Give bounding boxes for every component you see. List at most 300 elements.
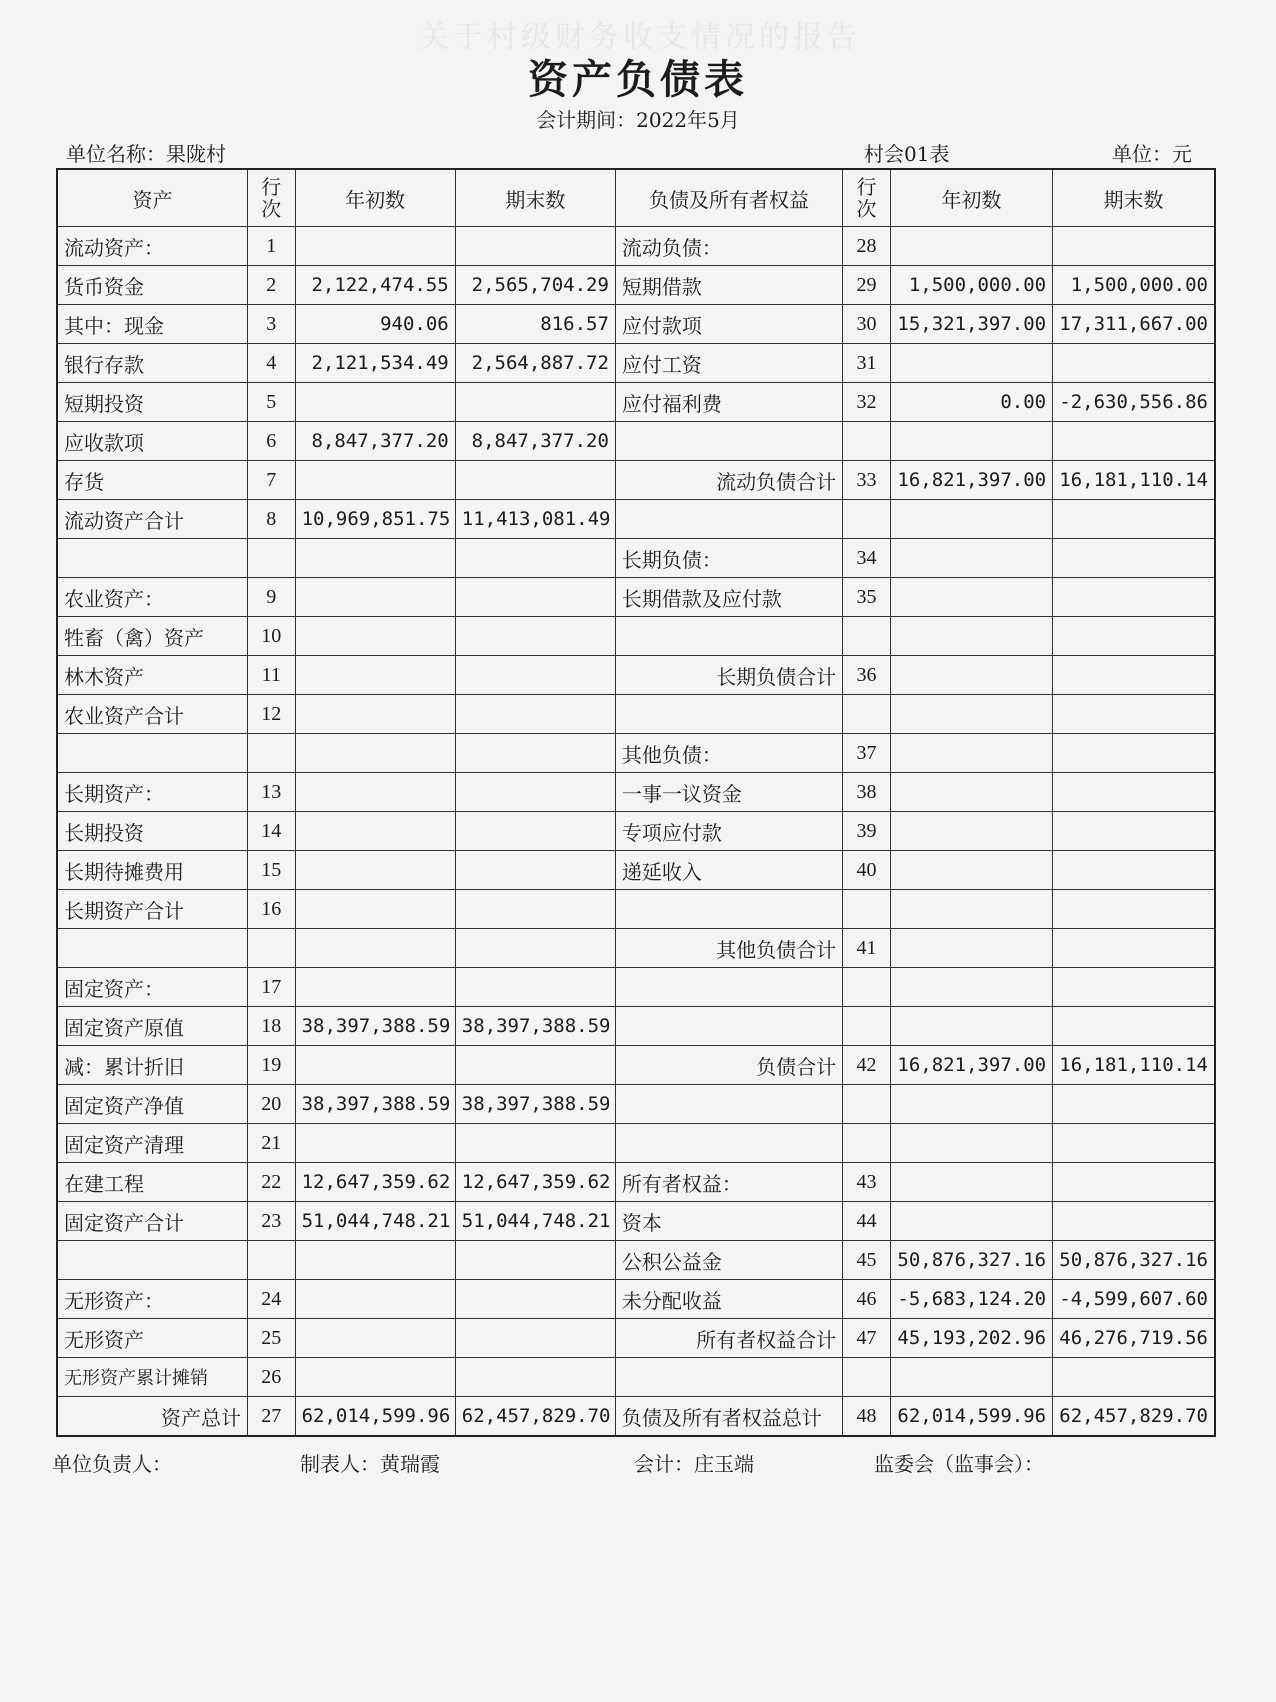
asset-begin	[295, 851, 455, 890]
liability-begin	[890, 422, 1052, 461]
asset-end	[455, 929, 615, 968]
liability-end	[1053, 656, 1215, 695]
asset-label: 其中：现金	[57, 305, 247, 344]
liability-end	[1053, 1007, 1215, 1046]
footer-preparer: 制表人：黄瑞霞	[300, 1452, 440, 1476]
asset-line-no: 10	[247, 617, 295, 656]
asset-label: 减：累计折旧	[57, 1046, 247, 1085]
liability-label	[615, 890, 842, 929]
asset-line-no: 26	[247, 1358, 295, 1397]
asset-label	[57, 539, 247, 578]
liability-begin	[890, 1007, 1052, 1046]
table-row	[57, 734, 1215, 773]
liability-line-no	[843, 968, 891, 1007]
asset-end	[455, 227, 615, 266]
liability-label: 短期借款	[615, 266, 842, 305]
table-row	[57, 539, 1215, 578]
asset-line-no: 21	[247, 1124, 295, 1163]
asset-label: 无形资产：	[57, 1280, 247, 1319]
table-row	[57, 1202, 1215, 1241]
asset-label: 长期资产：	[57, 773, 247, 812]
asset-label: 农业资产合计	[57, 695, 247, 734]
liability-label	[615, 1007, 842, 1046]
liability-line-no: 34	[843, 539, 891, 578]
asset-begin: 12,647,359.62	[295, 1163, 455, 1202]
liability-line-no: 28	[843, 227, 891, 266]
asset-label: 林木资产	[57, 656, 247, 695]
asset-begin	[295, 1319, 455, 1358]
asset-label: 固定资产清理	[57, 1124, 247, 1163]
asset-line-no: 12	[247, 695, 295, 734]
liability-label: 应付工资	[615, 344, 842, 383]
liability-begin: 1,500,000.00	[890, 266, 1052, 305]
asset-end: 38,397,388.59	[455, 1007, 615, 1046]
table-row	[57, 695, 1215, 734]
liability-begin	[890, 812, 1052, 851]
asset-line-no: 17	[247, 968, 295, 1007]
asset-label: 无形资产	[57, 1319, 247, 1358]
liability-line-no: 30	[843, 305, 891, 344]
table-row	[57, 1319, 1215, 1358]
liability-line-no	[843, 1358, 891, 1397]
liability-line-no	[843, 1007, 891, 1046]
liability-label: 专项应付款	[615, 812, 842, 851]
asset-label: 存货	[57, 461, 247, 500]
asset-end	[455, 1241, 615, 1280]
liability-label	[615, 968, 842, 1007]
asset-begin	[295, 812, 455, 851]
asset-begin	[295, 539, 455, 578]
col-assets: 资产	[57, 169, 247, 227]
liability-begin: 45,193,202.96	[890, 1319, 1052, 1358]
liability-begin	[890, 344, 1052, 383]
asset-label: 长期待摊费用	[57, 851, 247, 890]
liability-end	[1053, 695, 1215, 734]
liability-line-no: 43	[843, 1163, 891, 1202]
table-row	[57, 1280, 1215, 1319]
footer-head: 单位负责人：	[52, 1452, 172, 1476]
liability-begin	[890, 617, 1052, 656]
liability-label	[615, 1358, 842, 1397]
liability-end: 46,276,719.56	[1053, 1319, 1215, 1358]
asset-line-no: 13	[247, 773, 295, 812]
liability-line-no: 33	[843, 461, 891, 500]
table-row	[57, 227, 1215, 266]
liability-begin	[890, 500, 1052, 539]
asset-end: 12,647,359.62	[455, 1163, 615, 1202]
liability-begin	[890, 968, 1052, 1007]
liability-line-no: 46	[843, 1280, 891, 1319]
asset-line-no: 27	[247, 1397, 295, 1437]
asset-label: 在建工程	[57, 1163, 247, 1202]
liability-line-no: 42	[843, 1046, 891, 1085]
table-row	[57, 305, 1215, 344]
liability-end	[1053, 968, 1215, 1007]
asset-line-no: 19	[247, 1046, 295, 1085]
asset-begin: 51,044,748.21	[295, 1202, 455, 1241]
liability-line-no: 35	[843, 578, 891, 617]
liability-line-no: 45	[843, 1241, 891, 1280]
asset-begin: 940.06	[295, 305, 455, 344]
liability-label: 递延收入	[615, 851, 842, 890]
asset-label: 银行存款	[57, 344, 247, 383]
asset-end	[455, 968, 615, 1007]
table-row	[57, 1046, 1215, 1085]
liability-begin	[890, 851, 1052, 890]
asset-end	[455, 656, 615, 695]
asset-line-no: 23	[247, 1202, 295, 1241]
table-row	[57, 1085, 1215, 1124]
liability-label: 长期负债：	[615, 539, 842, 578]
liability-line-no: 48	[843, 1397, 891, 1437]
asset-line-no: 11	[247, 656, 295, 695]
asset-line-no: 16	[247, 890, 295, 929]
asset-end	[455, 1046, 615, 1085]
liability-begin: 62,014,599.96	[890, 1397, 1052, 1437]
asset-begin	[295, 1124, 455, 1163]
asset-line-no: 5	[247, 383, 295, 422]
table-row	[57, 422, 1215, 461]
liability-begin	[890, 227, 1052, 266]
table-row	[57, 929, 1215, 968]
asset-end	[455, 383, 615, 422]
liability-end	[1053, 344, 1215, 383]
table-row	[57, 266, 1215, 305]
asset-begin	[295, 890, 455, 929]
liability-line-no: 31	[843, 344, 891, 383]
asset-begin	[295, 773, 455, 812]
asset-begin	[295, 1046, 455, 1085]
footer-supervisor: 监委会（监事会）：	[874, 1452, 1044, 1476]
asset-end: 11,413,081.49	[455, 500, 615, 539]
liability-begin	[890, 734, 1052, 773]
asset-end	[455, 1319, 615, 1358]
asset-line-no: 7	[247, 461, 295, 500]
liability-line-no	[843, 1124, 891, 1163]
asset-begin: 8,847,377.20	[295, 422, 455, 461]
asset-label: 长期投资	[57, 812, 247, 851]
asset-label: 牲畜（禽）资产	[57, 617, 247, 656]
asset-end	[455, 734, 615, 773]
asset-begin	[295, 617, 455, 656]
table-row	[57, 812, 1215, 851]
unit-name: 单位名称：果陇村	[66, 142, 226, 166]
asset-line-no: 8	[247, 500, 295, 539]
col-end: 期末数	[455, 169, 615, 227]
col-end-2: 期末数	[1053, 169, 1215, 227]
liability-begin: 16,821,397.00	[890, 1046, 1052, 1085]
liability-line-no: 32	[843, 383, 891, 422]
liability-line-no: 29	[843, 266, 891, 305]
table-body	[57, 227, 1215, 1437]
asset-line-no: 18	[247, 1007, 295, 1046]
liability-label	[615, 1124, 842, 1163]
col-line-no: 行 次	[247, 169, 295, 227]
footer-accountant: 会计：庄玉端	[634, 1452, 754, 1476]
asset-end	[455, 695, 615, 734]
liability-label: 所有者权益合计	[615, 1319, 842, 1358]
table-row	[57, 461, 1215, 500]
asset-end	[455, 617, 615, 656]
liability-end: 16,181,110.14	[1053, 1046, 1215, 1085]
table-row	[57, 1124, 1215, 1163]
col-begin-2: 年初数	[890, 169, 1052, 227]
liability-end	[1053, 812, 1215, 851]
liability-end	[1053, 1124, 1215, 1163]
asset-end: 51,044,748.21	[455, 1202, 615, 1241]
liability-begin	[890, 773, 1052, 812]
asset-line-no: 24	[247, 1280, 295, 1319]
asset-begin	[295, 1280, 455, 1319]
liability-label	[615, 422, 842, 461]
asset-begin	[295, 1358, 455, 1397]
table-header-row	[57, 169, 1215, 227]
asset-label: 固定资产净值	[57, 1085, 247, 1124]
table-row	[57, 1358, 1215, 1397]
liability-begin	[890, 656, 1052, 695]
asset-label: 固定资产合计	[57, 1202, 247, 1241]
liability-begin	[890, 929, 1052, 968]
col-liabilities: 负债及所有者权益	[615, 169, 842, 227]
asset-line-no: 15	[247, 851, 295, 890]
liability-label: 未分配收益	[615, 1280, 842, 1319]
liability-end	[1053, 1085, 1215, 1124]
liability-begin	[890, 578, 1052, 617]
liability-label: 负债合计	[615, 1046, 842, 1085]
asset-end	[455, 812, 615, 851]
liability-line-no	[843, 500, 891, 539]
balance-sheet-table	[56, 168, 1216, 1437]
asset-end: 8,847,377.20	[455, 422, 615, 461]
liability-end: 50,876,327.16	[1053, 1241, 1215, 1280]
asset-begin	[295, 695, 455, 734]
asset-label	[57, 929, 247, 968]
table-row	[57, 344, 1215, 383]
liability-label: 其他负债合计	[615, 929, 842, 968]
asset-line-no	[247, 1241, 295, 1280]
asset-begin: 38,397,388.59	[295, 1085, 455, 1124]
liability-label: 所有者权益：	[615, 1163, 842, 1202]
liability-label	[615, 500, 842, 539]
col-begin: 年初数	[295, 169, 455, 227]
asset-end: 2,564,887.72	[455, 344, 615, 383]
table-row	[57, 851, 1215, 890]
asset-begin	[295, 656, 455, 695]
liability-end: 17,311,667.00	[1053, 305, 1215, 344]
liability-end	[1053, 500, 1215, 539]
liability-begin	[890, 1202, 1052, 1241]
bleed-through-title: 关于村级财务收支情况的报告	[419, 20, 861, 55]
liability-begin	[890, 695, 1052, 734]
liability-line-no	[843, 695, 891, 734]
liability-line-no: 39	[843, 812, 891, 851]
liability-begin	[890, 1085, 1052, 1124]
liability-line-no: 36	[843, 656, 891, 695]
liability-label: 长期负债合计	[615, 656, 842, 695]
asset-label: 短期投资	[57, 383, 247, 422]
liability-line-no: 38	[843, 773, 891, 812]
accounting-period: 会计期间：2022年5月	[536, 108, 740, 132]
asset-line-no	[247, 929, 295, 968]
liability-line-no: 44	[843, 1202, 891, 1241]
liability-label: 其他负债：	[615, 734, 842, 773]
table-row	[57, 968, 1215, 1007]
asset-label: 流动资产合计	[57, 500, 247, 539]
asset-line-no: 3	[247, 305, 295, 344]
page-title: 资产负债表	[528, 56, 748, 103]
asset-begin: 2,122,474.55	[295, 266, 455, 305]
liability-label	[615, 617, 842, 656]
liability-end: 62,457,829.70	[1053, 1397, 1215, 1437]
liability-begin: 50,876,327.16	[890, 1241, 1052, 1280]
table-row	[57, 578, 1215, 617]
asset-label: 长期资产合计	[57, 890, 247, 929]
asset-end	[455, 1280, 615, 1319]
liability-end: -2,630,556.86	[1053, 383, 1215, 422]
asset-begin: 38,397,388.59	[295, 1007, 455, 1046]
asset-label: 无形资产累计摊销	[57, 1358, 247, 1397]
table-row	[57, 656, 1215, 695]
liability-label: 负债及所有者权益总计	[615, 1397, 842, 1437]
asset-line-no: 25	[247, 1319, 295, 1358]
asset-line-no: 6	[247, 422, 295, 461]
liability-label: 流动负债合计	[615, 461, 842, 500]
liability-label	[615, 1085, 842, 1124]
liability-end	[1053, 1202, 1215, 1241]
liability-end	[1053, 578, 1215, 617]
liability-begin: 0.00	[890, 383, 1052, 422]
asset-end	[455, 539, 615, 578]
liability-line-no: 40	[843, 851, 891, 890]
liability-label	[615, 695, 842, 734]
asset-end: 816.57	[455, 305, 615, 344]
liability-begin	[890, 539, 1052, 578]
asset-begin	[295, 1241, 455, 1280]
liability-end	[1053, 773, 1215, 812]
table-row	[57, 1397, 1215, 1437]
table-row	[57, 500, 1215, 539]
liability-end: -4,599,607.60	[1053, 1280, 1215, 1319]
asset-begin	[295, 461, 455, 500]
liability-begin	[890, 890, 1052, 929]
liability-label: 一事一议资金	[615, 773, 842, 812]
liability-label: 流动负债：	[615, 227, 842, 266]
liability-label: 应付款项	[615, 305, 842, 344]
asset-begin	[295, 227, 455, 266]
asset-label: 应收款项	[57, 422, 247, 461]
asset-line-no: 2	[247, 266, 295, 305]
table-row	[57, 1163, 1215, 1202]
asset-end	[455, 851, 615, 890]
liability-begin	[890, 1163, 1052, 1202]
col-line-no-2: 行 次	[843, 169, 891, 227]
asset-begin	[295, 578, 455, 617]
asset-label: 固定资产原值	[57, 1007, 247, 1046]
liability-end	[1053, 734, 1215, 773]
liability-line-no: 41	[843, 929, 891, 968]
asset-begin	[295, 383, 455, 422]
liability-line-no	[843, 890, 891, 929]
asset-end: 62,457,829.70	[455, 1397, 615, 1437]
asset-begin	[295, 929, 455, 968]
asset-end: 38,397,388.59	[455, 1085, 615, 1124]
liability-end	[1053, 851, 1215, 890]
asset-label: 资产总计	[57, 1397, 247, 1437]
liability-end	[1053, 422, 1215, 461]
asset-end	[455, 1358, 615, 1397]
liability-label: 应付福利费	[615, 383, 842, 422]
table-row	[57, 1241, 1215, 1280]
asset-line-no	[247, 539, 295, 578]
liability-end: 1,500,000.00	[1053, 266, 1215, 305]
currency-unit: 单位：元	[1112, 142, 1192, 166]
asset-line-no: 22	[247, 1163, 295, 1202]
liability-label: 资本	[615, 1202, 842, 1241]
asset-label: 流动资产：	[57, 227, 247, 266]
liability-line-no	[843, 422, 891, 461]
asset-end	[455, 1124, 615, 1163]
liability-end	[1053, 539, 1215, 578]
asset-line-no: 14	[247, 812, 295, 851]
liability-end	[1053, 1163, 1215, 1202]
liability-end	[1053, 617, 1215, 656]
asset-line-no: 4	[247, 344, 295, 383]
asset-line-no	[247, 734, 295, 773]
asset-begin: 2,121,534.49	[295, 344, 455, 383]
form-number: 村会01表	[864, 142, 950, 166]
asset-begin	[295, 968, 455, 1007]
asset-begin: 10,969,851.75	[295, 500, 455, 539]
liability-begin	[890, 1358, 1052, 1397]
liability-line-no	[843, 617, 891, 656]
asset-line-no: 20	[247, 1085, 295, 1124]
liability-end	[1053, 890, 1215, 929]
liability-end	[1053, 227, 1215, 266]
liability-end: 16,181,110.14	[1053, 461, 1215, 500]
asset-end	[455, 461, 615, 500]
liability-begin: -5,683,124.20	[890, 1280, 1052, 1319]
table-row	[57, 773, 1215, 812]
asset-label	[57, 1241, 247, 1280]
asset-begin: 62,014,599.96	[295, 1397, 455, 1437]
asset-end	[455, 578, 615, 617]
liability-begin: 15,321,397.00	[890, 305, 1052, 344]
asset-begin	[295, 734, 455, 773]
asset-label: 货币资金	[57, 266, 247, 305]
table-row	[57, 1007, 1215, 1046]
liability-line-no: 47	[843, 1319, 891, 1358]
table-row	[57, 890, 1215, 929]
asset-label: 固定资产：	[57, 968, 247, 1007]
asset-line-no: 1	[247, 227, 295, 266]
liability-line-no: 37	[843, 734, 891, 773]
asset-line-no: 9	[247, 578, 295, 617]
table-row	[57, 383, 1215, 422]
liability-end	[1053, 929, 1215, 968]
liability-label: 长期借款及应付款	[615, 578, 842, 617]
asset-end: 2,565,704.29	[455, 266, 615, 305]
table-row	[57, 617, 1215, 656]
asset-label: 农业资产：	[57, 578, 247, 617]
liability-begin: 16,821,397.00	[890, 461, 1052, 500]
asset-end	[455, 890, 615, 929]
liability-line-no	[843, 1085, 891, 1124]
liability-begin	[890, 1124, 1052, 1163]
asset-label	[57, 734, 247, 773]
liability-label: 公积公益金	[615, 1241, 842, 1280]
liability-end	[1053, 1358, 1215, 1397]
asset-end	[455, 773, 615, 812]
